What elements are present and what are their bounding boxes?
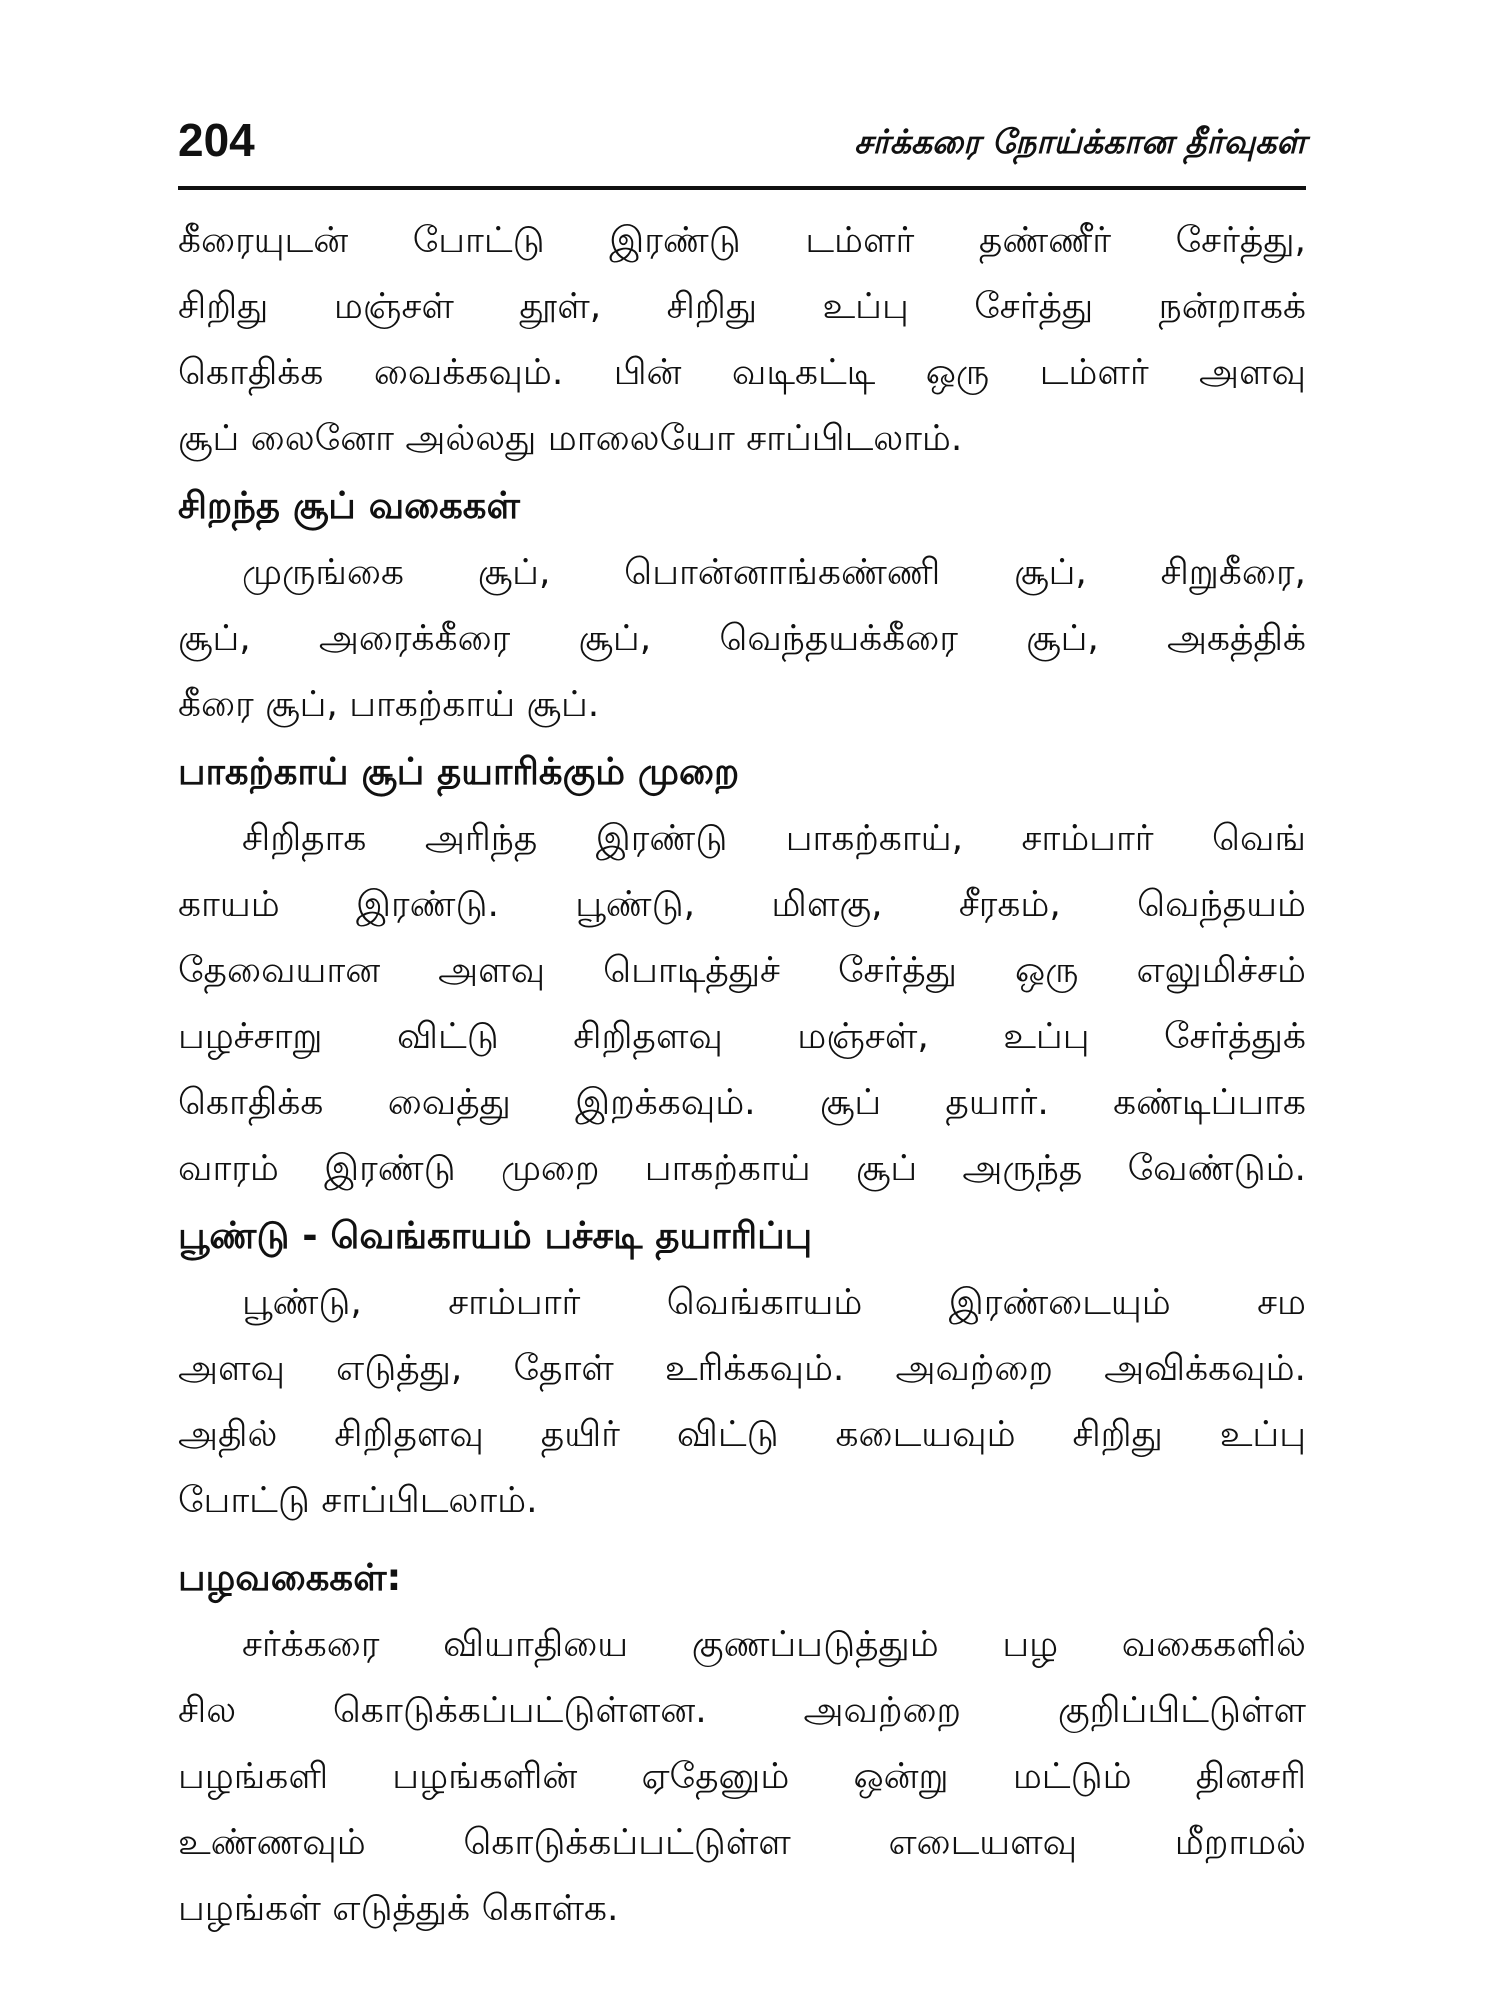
text-line: கொதிக்க வைக்கவும். பின் வடிகட்டி ஒரு டம்ளர் அளவு [178,352,1306,393]
header-rule [178,186,1306,190]
section-body [178,1270,1306,1534]
section-heading: பூண்டு - வெங்காயம் பச்சடி தயாரிப்பு [178,1214,813,1257]
running-title: சர்க்கரை நோய்க்கான தீர்வுகள் [854,122,1306,161]
text-line: போட்டு சாப்பிடலாம். [178,1480,538,1521]
text-line: தேவையான அளவு பொடித்துச் சேர்த்து ஒரு எலுமிச்சம் [178,950,1306,991]
text-line: பழச்சாறு விட்டு சிறிதளவு மஞ்சள், உப்பு சேர்த்துக் [178,1016,1306,1057]
page-header [178,108,1306,188]
text-line: பழங்கள் எடுத்துக் கொள்க. [178,1888,619,1929]
text-line: முருங்கை சூப், பொன்னாங்கண்ணி சூப், சிறுகீரை, [242,552,1306,593]
section-heading: பழவகைகள்: [178,1556,402,1599]
text-line: உண்ணவும் கொடுக்கப்பட்டுள்ள எடையளவு மீறாமல் [178,1822,1306,1863]
text-line: சில கொடுக்கப்பட்டுள்ளன. அவற்றை குறிப்பிட்டுள்ள [178,1690,1306,1731]
section-heading: சிறந்த சூப் வகைகள் [178,484,520,527]
text-line: சர்க்கரை வியாதியை குணப்படுத்தும் பழ வகைகளில் [242,1624,1306,1665]
text-line: பழங்களி பழங்களின் ஏதேனும் ஒன்று மட்டும் தினசரி [178,1756,1306,1797]
spacer [178,1534,1306,1544]
text-line: அளவு எடுத்து, தோள் உரிக்கவும். அவற்றை அவிக்கவும். [178,1348,1306,1389]
section-body [178,806,1306,1202]
text-line: சூப், அரைக்கீரை சூப், வெந்தயக்கீரை சூப், அகத்திக் [178,618,1306,659]
page-content [178,208,1306,1942]
text-line: கீரை சூப், பாகற்காய் சூப். [178,684,600,725]
text-line: கீரையுடன் போட்டு இரண்டு டம்ளர் தண்ணீர் சேர்த்து, [178,220,1306,261]
text-line: சிறிது மஞ்சள் தூள், சிறிது உப்பு சேர்த்து நன்றாகக் [178,286,1306,327]
section-body [178,1612,1306,1942]
text-line: சூப் லைனோ அல்லது மாலையோ சாப்பிடலாம். [178,418,963,459]
paragraph-continuation [178,208,1306,472]
text-line: காயம் இரண்டு. பூண்டு, மிளகு, சீரகம், வெந்தயம் [178,884,1306,925]
section-body [178,540,1306,738]
text-line: வாரம் இரண்டு முறை பாகற்காய் சூப் அருந்த வேண்டும். [178,1148,1306,1189]
text-line: சிறிதாக அரிந்த இரண்டு பாகற்காய், சாம்பார் வெங் [242,818,1306,859]
text-line: பூண்டு, சாம்பார் வெங்காயம் இரண்டையும் சம [242,1282,1306,1323]
page-number: 204 [178,114,255,166]
text-line: அதில் சிறிதளவு தயிர் விட்டு கடையவும் சிறிது உப்பு [178,1414,1306,1455]
text-line: கொதிக்க வைத்து இறக்கவும். சூப் தயார். கண்டிப்பாக [178,1082,1306,1123]
section-heading: பாகற்காய் சூப் தயாரிக்கும் முறை [178,750,740,793]
